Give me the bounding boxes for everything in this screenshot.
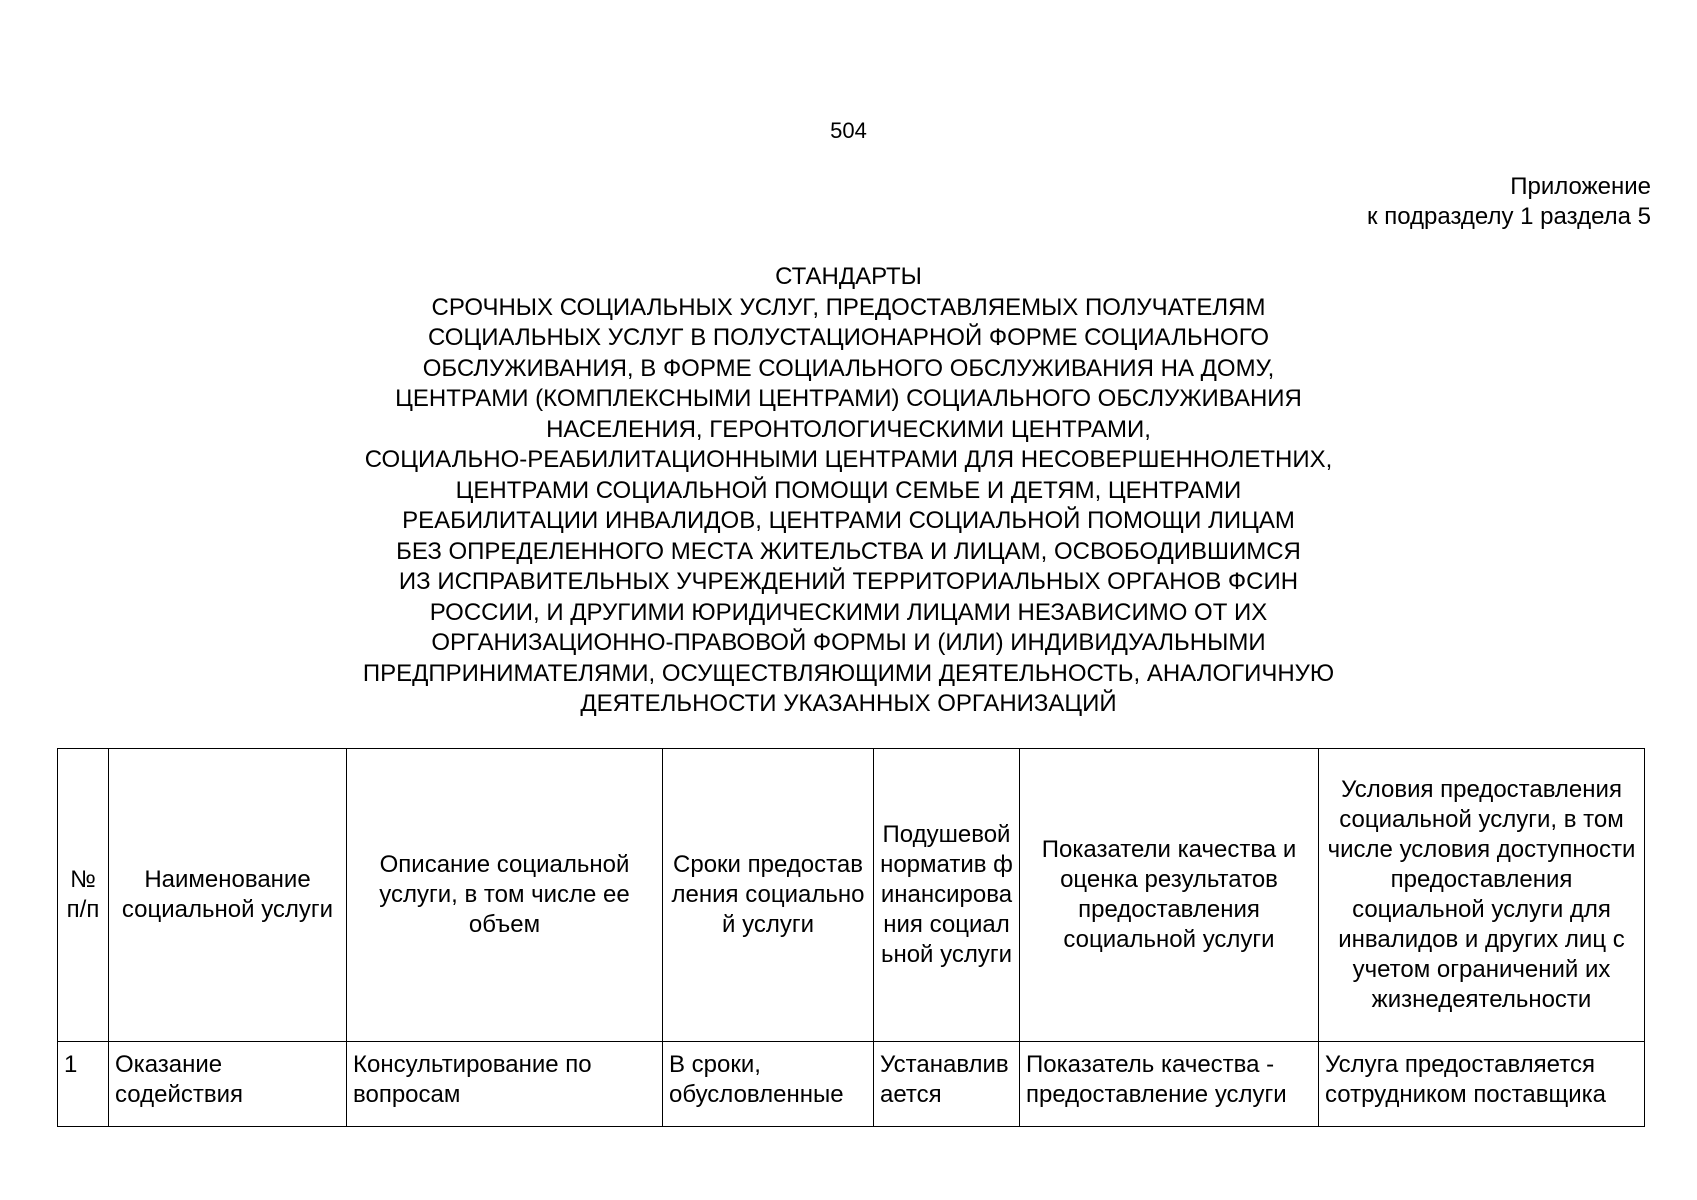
title-line: РЕАБИЛИТАЦИИ ИНВАЛИДОВ, ЦЕНТРАМИ СОЦИАЛЬНОЙ ПОМОЩИ ЛИЦАМ <box>402 507 1295 534</box>
header-cell-financing: Подушевой норматив финансирования социальной услуги <box>874 749 1020 1042</box>
table-cell: Консультирование по вопросам <box>347 1042 663 1127</box>
appendix-line-1: Приложение <box>1510 173 1651 200</box>
title-line: НАСЕЛЕНИЯ, ГЕРОНТОЛОГИЧЕСКИМИ ЦЕНТРАМИ, <box>546 415 1151 443</box>
header-cell-service-name: Наименование социальной услуги <box>109 749 347 1042</box>
header-cell-conditions: Условия предоставления социальной услуги, в том числе условия доступности предоставления социальной услуги для инвалидов и других лиц с учетом ограничений их жизнедеятельности <box>1319 749 1645 1042</box>
page-number: 504 <box>830 118 867 143</box>
standards-table <box>57 748 1645 1127</box>
header-cell-quality: Показатели качества и оценка результатов предоставления социальной услуги <box>1020 749 1319 1042</box>
table-cell: В сроки, обусловленные <box>663 1042 874 1127</box>
title-line: ДЕЯТЕЛЬНОСТИ УКАЗАННЫХ ОРГАНИЗАЦИЙ <box>580 690 1117 717</box>
title-line: СОЦИАЛЬНЫХ УСЛУГ В ПОЛУСТАЦИОНАРНОЙ ФОРМЕ СОЦИАЛЬНОГО <box>427 324 1270 351</box>
title-line: ИЗ ИСПРАВИТЕЛЬНЫХ УЧРЕЖДЕНИЙ ТЕРРИТОРИАЛЬНЫХ ОРГАНОВ ФСИН <box>398 568 1299 595</box>
table-cell: Показатель качества - предоставление услуги <box>1020 1042 1319 1127</box>
title-line: СОЦИАЛЬНО-РЕАБИЛИТАЦИОННЫМИ ЦЕНТРАМИ ДЛЯ НЕСОВЕРШЕННОЛЕТНИХ, <box>364 446 1333 473</box>
title-line: СРОЧНЫХ СОЦИАЛЬНЫХ УСЛУГ, ПРЕДОСТАВЛЯЕМЫХ ПОЛУЧАТЕЛЯМ <box>431 293 1266 321</box>
title-line: БЕЗ ОПРЕДЕЛЕННОГО МЕСТА ЖИТЕЛЬСТВА И ЛИЦАМ, ОСВОБОДИВШИМСЯ <box>396 537 1301 565</box>
title-line: СТАНДАРТЫ <box>775 263 922 290</box>
title-line: РОССИИ, И ДРУГИМИ ЮРИДИЧЕСКИМИ ЛИЦАМИ НЕЗАВИСИМО ОТ ИХ <box>429 598 1268 626</box>
table-cell: Оказание содействия <box>109 1042 347 1127</box>
title-line: ПРЕДПРИНИМАТЕЛЯМИ, ОСУЩЕСТВЛЯЮЩИМИ ДЕЯТЕЛЬНОСТЬ, АНАЛОГИЧНУЮ <box>362 659 1335 687</box>
table-header-row <box>58 749 1645 1042</box>
title-line: ЦЕНТРАМИ (КОМПЛЕКСНЫМИ ЦЕНТРАМИ) СОЦИАЛЬНОГО ОБСЛУЖИВАНИЯ <box>395 385 1302 412</box>
header-cell-terms: Сроки предоставления социальной услуги <box>663 749 874 1042</box>
appendix-note <box>1367 172 1651 232</box>
table-row <box>58 1042 1645 1127</box>
title-line: ОБСЛУЖИВАНИЯ, В ФОРМЕ СОЦИАЛЬНОГО ОБСЛУЖИВАНИЯ НА ДОМУ, <box>422 354 1275 382</box>
table-cell: Услуга предоставляется сотрудником поставщика <box>1319 1042 1645 1127</box>
title-line: ОРГАНИЗАЦИОННО-ПРАВОВОЙ ФОРМЫ И (ИЛИ) ИНДИВИДУАЛЬНЫМИ <box>431 629 1266 656</box>
table-cell: Устанавливается <box>874 1042 1020 1127</box>
header-cell-number: № п/п <box>58 749 109 1042</box>
table-cell: 1 <box>58 1042 109 1127</box>
document-title <box>0 262 1697 720</box>
appendix-line-2: к подразделу 1 раздела 5 <box>1367 203 1651 230</box>
header-cell-description: Описание социальной услуги, в том числе ее объем <box>347 749 663 1042</box>
title-line: ЦЕНТРАМИ СОЦИАЛЬНОЙ ПОМОЩИ СЕМЬЕ И ДЕТЯМ, ЦЕНТРАМИ <box>455 476 1242 504</box>
